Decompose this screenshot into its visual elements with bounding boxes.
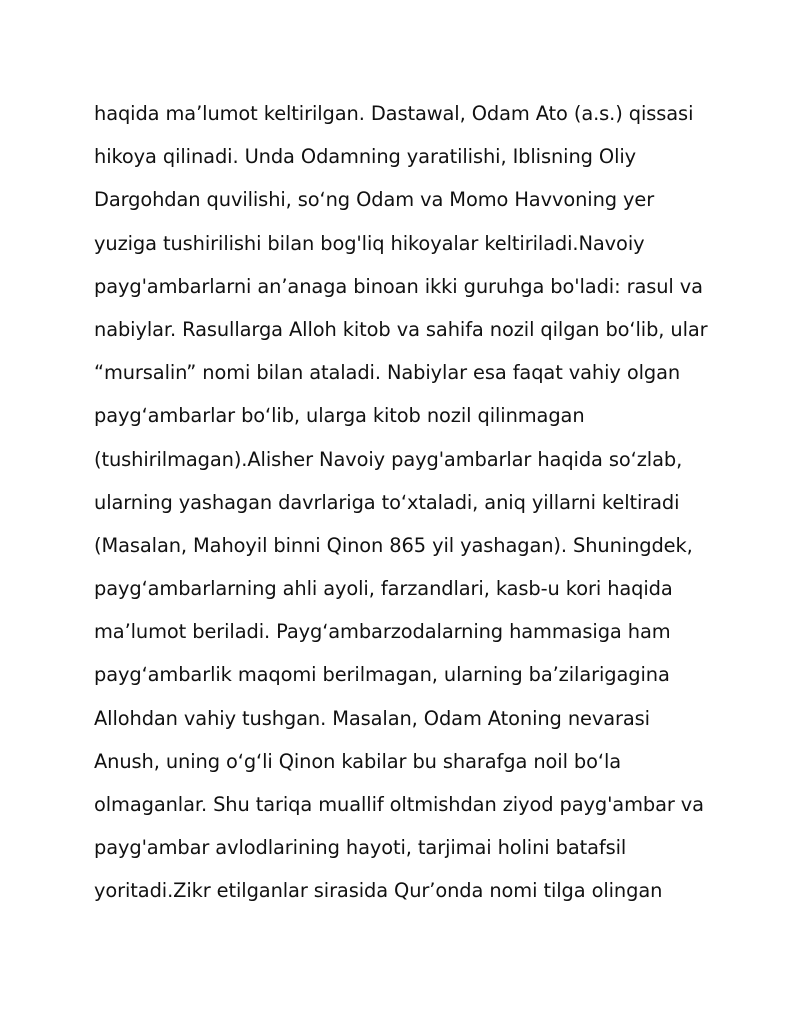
text-line: nabiylar. Rasullarga Alloh kitob va sahifa nozil qilgan boʻlib, ular — [94, 317, 708, 341]
text-line: olmaganlar. Shu tariqa muallif oltmishdan ziyod payg'ambar va — [94, 793, 704, 816]
text-line: ularning yashagan davrlariga toʻxtaladi, aniq yillarni keltiradi — [94, 490, 680, 514]
text-line: (Masalan, Mahoyil binni Qinon 865 yil yashagan). Shuningdek, — [94, 533, 693, 557]
text-line: yuziga tushirilishi bilan bog'liq hikoyalar keltiriladi.Navoiy — [94, 231, 645, 255]
text-line: yoritadi.Zikr etilganlar sirasida Qur’onda nomi tilga olingan — [94, 879, 663, 903]
text-line: paygʻambarlarning ahli ayoli, farzandlari, kasb-u kori haqida — [94, 577, 673, 601]
text-line: Dargohdan quvilishi, soʻng Odam va Momo Havvoning yer — [94, 188, 655, 212]
text-line: haqida ma’lumot keltirilgan. Dastawal, Odam Ato (a.s.) qissasi — [94, 102, 694, 125]
body-text — [94, 92, 734, 913]
text-line: payg'ambar avlodlarining hayoti, tarjimai holini batafsil — [94, 836, 627, 860]
text-line: “mursalin” nomi bilan ataladi. Nabiylar esa faqat vahiy olgan — [94, 361, 681, 385]
text-line: hikoya qilinadi. Unda Odamning yaratilishi, Iblisning Oliy — [94, 145, 637, 169]
text-line: Anush, uning oʻgʻli Qinon kabilar bu sharafga noil boʻla — [94, 749, 622, 773]
text-line: paygʻambarlik maqomi berilmagan, ularning ba’zilarigagina — [94, 663, 670, 687]
text-line: (tushirilmagan).Alisher Navoiy payg'ambarlar haqida soʻzlab, — [94, 447, 683, 471]
text-line: payg'ambarlarni an’anaga binoan ikki guruhga bo'ladi: rasul va — [94, 274, 703, 298]
text-line: paygʻambarlar boʻlib, ularga kitob nozil qilinmagan — [94, 404, 585, 428]
text-line: ma’lumot beriladi. Paygʻambarzodalarning hammasiga ham — [94, 620, 671, 644]
text-line: Allohdan vahiy tushgan. Masalan, Odam Atoning nevarasi — [94, 706, 650, 730]
